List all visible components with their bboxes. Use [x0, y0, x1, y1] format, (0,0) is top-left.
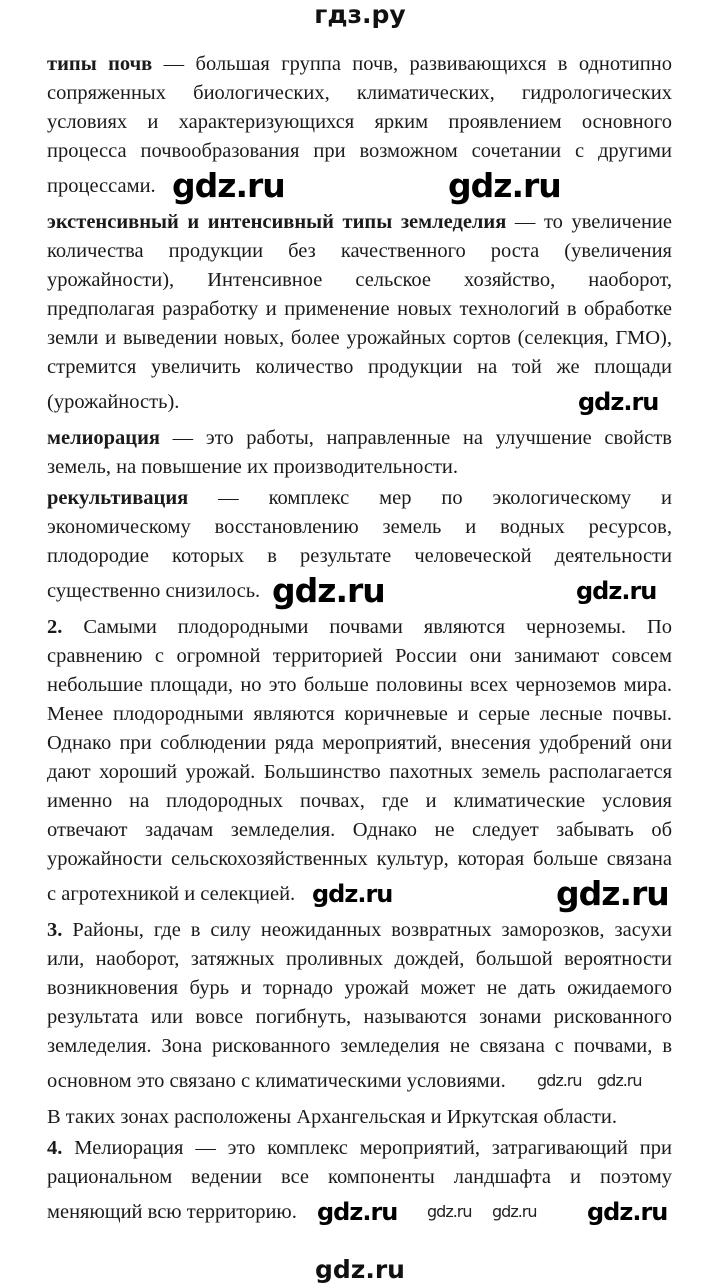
line-text: Однако при соблюдении ряда мероприятий, внесения удобрений они [47, 732, 672, 754]
watermark: gdz.ru [427, 1202, 472, 1221]
line-text: или, наоборот, затяжных проливных дождей, большой вероятности [47, 948, 672, 970]
text-line [47, 613, 672, 642]
line-text: урожайности), Интенсивное сельское хозяйство, наоборот, [47, 269, 672, 291]
text-line [47, 671, 672, 700]
paragraph [47, 1134, 672, 1232]
line-text: именно на плодородных почвах, где и климатические условия [47, 790, 672, 812]
line-text: Самыми плодородными почвами являются черноземы. По [62, 616, 672, 638]
text-line [47, 108, 672, 137]
bold-term: экстенсивный и интенсивный типы земледелия [47, 211, 507, 233]
line-text: В таких зонах расположены Архангельская и Иркутская области. [47, 1106, 617, 1128]
text-line [47, 758, 672, 787]
text-line [47, 1003, 672, 1032]
line-text: количества продукции без качественного роста (увеличения [47, 240, 672, 262]
text-line [47, 424, 672, 453]
text-line [47, 208, 672, 237]
line-text: — то увеличение [506, 211, 673, 233]
text-line [47, 266, 672, 295]
watermark: gdz.ru [317, 1198, 398, 1226]
text-line [47, 874, 672, 914]
line-text: существенно снизилось. [47, 580, 261, 602]
line-text: отвечают задачам земледелия. Однако не следует забывать об [47, 819, 672, 841]
text-line [47, 1163, 672, 1192]
watermark: gdz.ru [172, 166, 285, 205]
paragraph [47, 484, 672, 611]
line-text: сравнению с огромной территорией России они занимают совсем [47, 645, 672, 667]
bold-term: рекультивация [47, 487, 189, 509]
text-line [47, 1061, 672, 1101]
text-line [47, 816, 672, 845]
line-text: предполагая разработку и применение новых технологий в обработке [47, 298, 672, 320]
line-text: — это работы, направленные на улучшение свойств [160, 427, 672, 449]
line-text: земель, на повышение их производительности. [47, 456, 459, 478]
paragraph [47, 1103, 672, 1132]
line-text: стремится увеличить количество продукции на той же площади [47, 356, 672, 378]
line-text: основном это связано с климатическими условиями. [47, 1070, 506, 1092]
text-line [47, 1134, 672, 1163]
line-text: дают хороший урожай. Большинство пахотных земель располагается [47, 761, 672, 783]
bold-term: 4. [47, 1137, 63, 1159]
text-line [47, 79, 672, 108]
text-line [47, 787, 672, 816]
line-text: процессами. [47, 175, 156, 197]
site-footer-watermark: gdz.ru [315, 1255, 405, 1284]
watermark: gdz.ru [537, 1071, 582, 1090]
line-text: рациональном ведении все компоненты ландшафта и поэтому [47, 1166, 672, 1188]
watermark: gdz.ru [272, 571, 385, 610]
watermark: gdz.ru [597, 1071, 642, 1090]
watermark: gdz.ru [578, 388, 659, 416]
line-text: плодородие которых в результате человеческой деятельности [47, 545, 672, 567]
line-text: с агротехникой и селекцией. [47, 883, 296, 905]
line-text: Районы, где в силу неожиданных возвратных заморозков, засухи [62, 919, 672, 941]
line-text: Мелиорация — это комплекс мероприятий, затрагивающий при [62, 1137, 672, 1159]
line-text: экономическому восстановлению земель и водных ресурсов, [47, 516, 672, 538]
paragraph [47, 613, 672, 914]
line-text: (урожайность). [47, 391, 180, 413]
watermark: gdz.ru [576, 577, 657, 605]
text-line [47, 50, 672, 79]
bold-term: мелиорация [47, 427, 160, 449]
text-line [47, 571, 672, 611]
text-line [47, 916, 672, 945]
text-line [47, 845, 672, 874]
line-text: — комплекс мер по экологическому и [188, 487, 672, 509]
text-line [47, 642, 672, 671]
line-text: Менее плодородными являются коричневые и серые лесные почвы. [47, 703, 672, 725]
text-line [47, 166, 672, 206]
line-text: результата или вовсе погибнуть, называются зонами рискованного [47, 1006, 672, 1028]
text-line [47, 1103, 672, 1132]
watermark: gdz.ru [448, 166, 561, 205]
text-line [47, 295, 672, 324]
watermark: gdz.ru [312, 880, 393, 908]
line-text: небольшие площади, но это больше половины всех черноземов мира. [47, 674, 672, 696]
text-line [47, 945, 672, 974]
bold-term: 2. [47, 616, 63, 638]
text-line [47, 1032, 672, 1061]
line-text: процесса почвообразования при возможном сочетании с другими [47, 140, 672, 162]
line-text: земли и выведении новых, более урожайных сортов (селекция, ГМО), [47, 327, 672, 349]
text-line [47, 700, 672, 729]
text-line [47, 324, 672, 353]
paragraph [47, 208, 672, 422]
text-line [47, 1192, 672, 1232]
paragraph [47, 424, 672, 482]
watermark: gdz.ru [556, 874, 669, 913]
document-body [47, 50, 672, 1234]
text-line [47, 353, 672, 382]
text-line [47, 453, 672, 482]
text-line [47, 484, 672, 513]
paragraph [47, 916, 672, 1101]
line-text: меняющий всю территорию. [47, 1201, 297, 1223]
paragraph [47, 50, 672, 206]
line-text: возникновения бурь и торнадо урожай может не дать ожидаемого [47, 977, 672, 999]
line-text: — большая группа почв, развивающихся в однотипно [152, 53, 672, 75]
text-line [47, 974, 672, 1003]
line-text: земледелия. Зона рискованного земледелия не связана с почвами, в [47, 1035, 672, 1057]
text-line [47, 729, 672, 758]
line-text: урожайности сельскохозяйственных культур, которая больше связана [47, 848, 672, 870]
text-line [47, 382, 672, 422]
line-text: условиях и характеризующихся ярким проявлением основного [47, 111, 672, 133]
text-line [47, 542, 672, 571]
site-header-title: гдз.ру [314, 0, 406, 29]
text-line [47, 513, 672, 542]
text-line [47, 237, 672, 266]
watermark: gdz.ru [587, 1198, 668, 1226]
bold-term: типы почв [47, 53, 153, 75]
line-text: сопряженных биологических, климатических, гидрологических [47, 82, 672, 104]
watermark: gdz.ru [492, 1202, 537, 1221]
text-line [47, 137, 672, 166]
bold-term: 3. [47, 919, 63, 941]
